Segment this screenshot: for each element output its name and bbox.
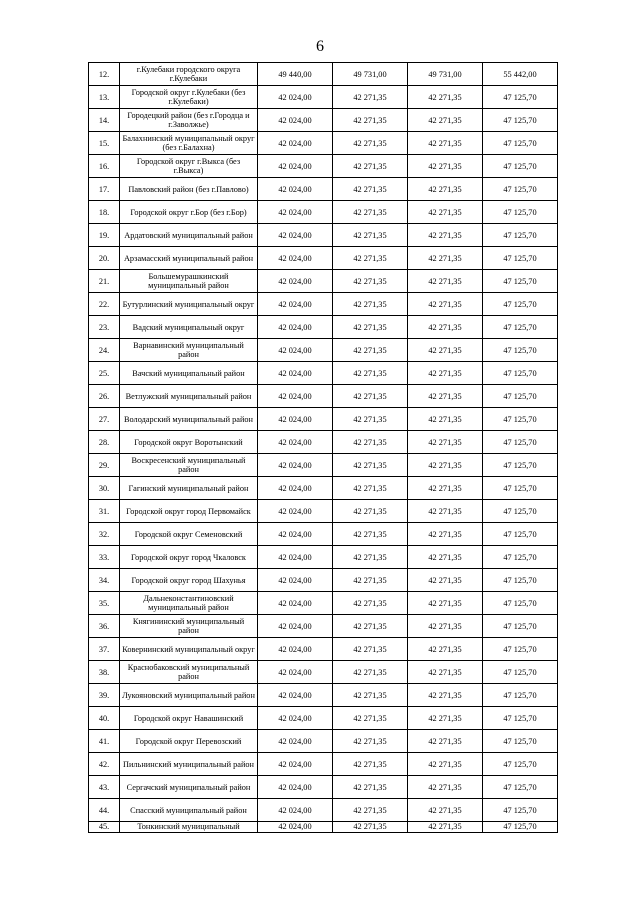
row-number-cell: 21. [89,270,120,293]
value-cell-1: 42 024,00 [258,500,333,523]
table-row [89,500,558,523]
value-cell-2: 42 271,35 [333,500,408,523]
municipality-name-cell: Городской округ город Шахунья [120,569,258,592]
municipality-name-cell: Варнавинский муниципальный район [120,339,258,362]
value-cell-4: 47 125,70 [483,569,558,592]
value-cell-2: 42 271,35 [333,707,408,730]
row-number-cell: 31. [89,500,120,523]
value-cell-3: 42 271,35 [408,247,483,270]
value-cell-4: 47 125,70 [483,477,558,500]
value-cell-1: 42 024,00 [258,776,333,799]
value-cell-2: 42 271,35 [333,178,408,201]
row-number-cell: 19. [89,224,120,247]
value-cell-3: 42 271,35 [408,684,483,707]
value-cell-1: 42 024,00 [258,109,333,132]
value-cell-4: 47 125,70 [483,362,558,385]
row-number-cell: 26. [89,385,120,408]
municipality-name-cell: Бутурлинский муниципальный округ [120,293,258,316]
value-cell-4: 47 125,70 [483,684,558,707]
row-number-cell: 20. [89,247,120,270]
table-row [89,63,558,86]
table-row [89,477,558,500]
table-row [89,270,558,293]
value-cell-1: 42 024,00 [258,615,333,638]
municipality-name-cell: Вадский муниципальный округ [120,316,258,339]
value-cell-1: 42 024,00 [258,431,333,454]
value-cell-1: 42 024,00 [258,454,333,477]
value-cell-1: 42 024,00 [258,477,333,500]
row-number-cell: 45. [89,822,120,833]
table-row [89,339,558,362]
value-cell-2: 42 271,35 [333,523,408,546]
table-row [89,385,558,408]
value-cell-1: 42 024,00 [258,822,333,833]
value-cell-3: 42 271,35 [408,615,483,638]
value-cell-3: 42 271,35 [408,155,483,178]
municipality-name-cell: Краснобаковский муниципальный район [120,661,258,684]
value-cell-1: 42 024,00 [258,707,333,730]
value-cell-3: 42 271,35 [408,523,483,546]
value-cell-3: 42 271,35 [408,86,483,109]
value-cell-1: 42 024,00 [258,385,333,408]
value-cell-1: 42 024,00 [258,684,333,707]
value-cell-2: 42 271,35 [333,132,408,155]
value-cell-1: 42 024,00 [258,224,333,247]
table-row [89,822,558,833]
value-cell-4: 47 125,70 [483,431,558,454]
value-cell-1: 42 024,00 [258,730,333,753]
data-table [88,62,558,833]
value-cell-4: 47 125,70 [483,523,558,546]
value-cell-2: 49 731,00 [333,63,408,86]
value-cell-2: 42 271,35 [333,822,408,833]
value-cell-4: 47 125,70 [483,638,558,661]
municipality-name-cell: Большемурашкинский муниципальный район [120,270,258,293]
value-cell-3: 42 271,35 [408,799,483,822]
row-number-cell: 17. [89,178,120,201]
value-cell-1: 42 024,00 [258,661,333,684]
value-cell-4: 47 125,70 [483,224,558,247]
row-number-cell: 13. [89,86,120,109]
value-cell-1: 42 024,00 [258,86,333,109]
row-number-cell: 35. [89,592,120,615]
value-cell-3: 42 271,35 [408,339,483,362]
value-cell-3: 42 271,35 [408,753,483,776]
value-cell-1: 42 024,00 [258,408,333,431]
value-cell-4: 47 125,70 [483,615,558,638]
value-cell-4: 55 442,00 [483,63,558,86]
table-row [89,247,558,270]
value-cell-1: 42 024,00 [258,155,333,178]
table-row [89,592,558,615]
row-number-cell: 39. [89,684,120,707]
municipality-name-cell: Володарский муниципальный район [120,408,258,431]
table-row [89,638,558,661]
value-cell-1: 42 024,00 [258,362,333,385]
value-cell-1: 49 440,00 [258,63,333,86]
value-cell-2: 42 271,35 [333,753,408,776]
value-cell-4: 47 125,70 [483,178,558,201]
row-number-cell: 18. [89,201,120,224]
municipality-name-cell: Дальнеконстантиновский муниципальный район [120,592,258,615]
municipality-name-cell: Лукояновский муниципальный район [120,684,258,707]
value-cell-3: 42 271,35 [408,109,483,132]
row-number-cell: 43. [89,776,120,799]
value-cell-2: 42 271,35 [333,431,408,454]
municipality-name-cell: Княгининский муниципальный район [120,615,258,638]
value-cell-3: 42 271,35 [408,408,483,431]
row-number-cell: 25. [89,362,120,385]
municipality-name-cell: Городской округ Семеновский [120,523,258,546]
value-cell-3: 42 271,35 [408,454,483,477]
municipality-name-cell: Воскресенский муниципальный район [120,454,258,477]
municipality-name-cell: Вачский муниципальный район [120,362,258,385]
row-number-cell: 38. [89,661,120,684]
value-cell-4: 47 125,70 [483,132,558,155]
municipality-name-cell: Городской округ г.Бор (без г.Бор) [120,201,258,224]
municipality-name-cell: Городской округ Воротынский [120,431,258,454]
municipality-name-cell: Ветлужский муниципальный район [120,385,258,408]
value-cell-4: 47 125,70 [483,730,558,753]
municipality-name-cell: Городецкий район (без г.Городца и г.Заволжье) [120,109,258,132]
value-cell-2: 42 271,35 [333,293,408,316]
municipality-name-cell: Городской округ г.Кулебаки (без г.Кулебаки) [120,86,258,109]
value-cell-4: 47 125,70 [483,500,558,523]
value-cell-2: 42 271,35 [333,799,408,822]
value-cell-3: 42 271,35 [408,132,483,155]
value-cell-2: 42 271,35 [333,776,408,799]
value-cell-1: 42 024,00 [258,523,333,546]
table-row [89,155,558,178]
row-number-cell: 32. [89,523,120,546]
value-cell-2: 42 271,35 [333,155,408,178]
municipality-name-cell: Городской округ г.Выкса (без г.Выкса) [120,155,258,178]
value-cell-4: 47 125,70 [483,247,558,270]
value-cell-4: 47 125,70 [483,408,558,431]
table-row [89,316,558,339]
table-row [89,799,558,822]
value-cell-4: 47 125,70 [483,270,558,293]
value-cell-2: 42 271,35 [333,385,408,408]
row-number-cell: 30. [89,477,120,500]
table-row [89,546,558,569]
table-row [89,730,558,753]
row-number-cell: 29. [89,454,120,477]
row-number-cell: 34. [89,569,120,592]
table-row [89,454,558,477]
value-cell-1: 42 024,00 [258,132,333,155]
value-cell-2: 42 271,35 [333,109,408,132]
value-cell-3: 42 271,35 [408,362,483,385]
value-cell-4: 47 125,70 [483,454,558,477]
value-cell-1: 42 024,00 [258,316,333,339]
row-number-cell: 16. [89,155,120,178]
value-cell-4: 47 125,70 [483,385,558,408]
value-cell-2: 42 271,35 [333,661,408,684]
row-number-cell: 14. [89,109,120,132]
municipality-name-cell: Ковернинский муниципальный округ [120,638,258,661]
municipality-name-cell: Городской округ город Чкаловск [120,546,258,569]
value-cell-2: 42 271,35 [333,408,408,431]
value-cell-4: 47 125,70 [483,592,558,615]
value-cell-2: 42 271,35 [333,477,408,500]
value-cell-3: 42 271,35 [408,569,483,592]
value-cell-1: 42 024,00 [258,569,333,592]
value-cell-1: 42 024,00 [258,293,333,316]
value-cell-3: 42 271,35 [408,270,483,293]
row-number-cell: 24. [89,339,120,362]
municipality-name-cell: Арзамасский муниципальный район [120,247,258,270]
row-number-cell: 15. [89,132,120,155]
page-number: 6 [316,38,324,55]
municipality-name-cell: Павловский район (без г.Павлово) [120,178,258,201]
table-row [89,707,558,730]
value-cell-4: 47 125,70 [483,201,558,224]
municipality-name-cell: Сергачский муниципальный район [120,776,258,799]
table-row [89,224,558,247]
value-cell-3: 42 271,35 [408,730,483,753]
value-cell-1: 42 024,00 [258,638,333,661]
table-row [89,293,558,316]
municipality-name-cell: Балахнинский муниципальный округ (без г.Балахна) [120,132,258,155]
value-cell-3: 42 271,35 [408,500,483,523]
municipality-name-cell: Спасский муниципальный район [120,799,258,822]
municipality-name-cell: Городской округ Перевозский [120,730,258,753]
value-cell-3: 42 271,35 [408,638,483,661]
value-cell-4: 47 125,70 [483,293,558,316]
municipality-name-cell: Тонкинский муниципальный [120,822,258,833]
value-cell-3: 42 271,35 [408,224,483,247]
table-row [89,661,558,684]
value-cell-1: 42 024,00 [258,247,333,270]
value-cell-1: 42 024,00 [258,546,333,569]
row-number-cell: 28. [89,431,120,454]
table-row [89,776,558,799]
value-cell-2: 42 271,35 [333,339,408,362]
value-cell-2: 42 271,35 [333,638,408,661]
value-cell-4: 47 125,70 [483,546,558,569]
table-row [89,431,558,454]
value-cell-4: 47 125,70 [483,155,558,178]
value-cell-4: 47 125,70 [483,86,558,109]
municipality-name-cell: Гагинский муниципальный район [120,477,258,500]
value-cell-3: 42 271,35 [408,776,483,799]
municipality-name-cell: Ардатовский муниципальный район [120,224,258,247]
row-number-cell: 41. [89,730,120,753]
value-cell-4: 47 125,70 [483,707,558,730]
row-number-cell: 40. [89,707,120,730]
value-cell-4: 47 125,70 [483,109,558,132]
value-cell-3: 42 271,35 [408,822,483,833]
row-number-cell: 12. [89,63,120,86]
value-cell-1: 42 024,00 [258,339,333,362]
value-cell-3: 42 271,35 [408,293,483,316]
value-cell-1: 42 024,00 [258,753,333,776]
value-cell-3: 42 271,35 [408,201,483,224]
row-number-cell: 33. [89,546,120,569]
table-body [89,63,558,833]
municipality-name-cell: Пильнинский муниципальный район [120,753,258,776]
value-cell-3: 49 731,00 [408,63,483,86]
value-cell-3: 42 271,35 [408,316,483,339]
value-cell-3: 42 271,35 [408,477,483,500]
value-cell-4: 47 125,70 [483,822,558,833]
value-cell-2: 42 271,35 [333,454,408,477]
value-cell-1: 42 024,00 [258,799,333,822]
value-cell-4: 47 125,70 [483,799,558,822]
value-cell-2: 42 271,35 [333,270,408,293]
row-number-cell: 23. [89,316,120,339]
value-cell-1: 42 024,00 [258,178,333,201]
value-cell-4: 47 125,70 [483,776,558,799]
table-row [89,684,558,707]
value-cell-2: 42 271,35 [333,546,408,569]
value-cell-4: 47 125,70 [483,661,558,684]
value-cell-2: 42 271,35 [333,86,408,109]
row-number-cell: 36. [89,615,120,638]
row-number-cell: 44. [89,799,120,822]
value-cell-2: 42 271,35 [333,730,408,753]
value-cell-1: 42 024,00 [258,270,333,293]
value-cell-4: 47 125,70 [483,339,558,362]
table-row [89,201,558,224]
value-cell-2: 42 271,35 [333,592,408,615]
row-number-cell: 42. [89,753,120,776]
row-number-cell: 27. [89,408,120,431]
value-cell-2: 42 271,35 [333,201,408,224]
municipality-name-cell: Городской округ Навашинский [120,707,258,730]
value-cell-2: 42 271,35 [333,316,408,339]
table-row [89,569,558,592]
value-cell-1: 42 024,00 [258,592,333,615]
municipality-name-cell: г.Кулебаки городского округа г.Кулебаки [120,63,258,86]
table-row [89,408,558,431]
value-cell-2: 42 271,35 [333,247,408,270]
value-cell-2: 42 271,35 [333,569,408,592]
table-row [89,178,558,201]
value-cell-4: 47 125,70 [483,316,558,339]
row-number-cell: 37. [89,638,120,661]
table-row [89,86,558,109]
value-cell-2: 42 271,35 [333,684,408,707]
table-row [89,362,558,385]
table-row [89,523,558,546]
value-cell-2: 42 271,35 [333,615,408,638]
value-cell-3: 42 271,35 [408,178,483,201]
value-cell-2: 42 271,35 [333,362,408,385]
value-cell-2: 42 271,35 [333,224,408,247]
table-row [89,615,558,638]
table-row [89,753,558,776]
value-cell-3: 42 271,35 [408,546,483,569]
value-cell-4: 47 125,70 [483,753,558,776]
table-row [89,132,558,155]
table-row [89,109,558,132]
value-cell-3: 42 271,35 [408,661,483,684]
value-cell-3: 42 271,35 [408,707,483,730]
value-cell-1: 42 024,00 [258,201,333,224]
value-cell-3: 42 271,35 [408,431,483,454]
row-number-cell: 22. [89,293,120,316]
value-cell-3: 42 271,35 [408,385,483,408]
value-cell-3: 42 271,35 [408,592,483,615]
municipality-name-cell: Городской округ город Первомайск [120,500,258,523]
